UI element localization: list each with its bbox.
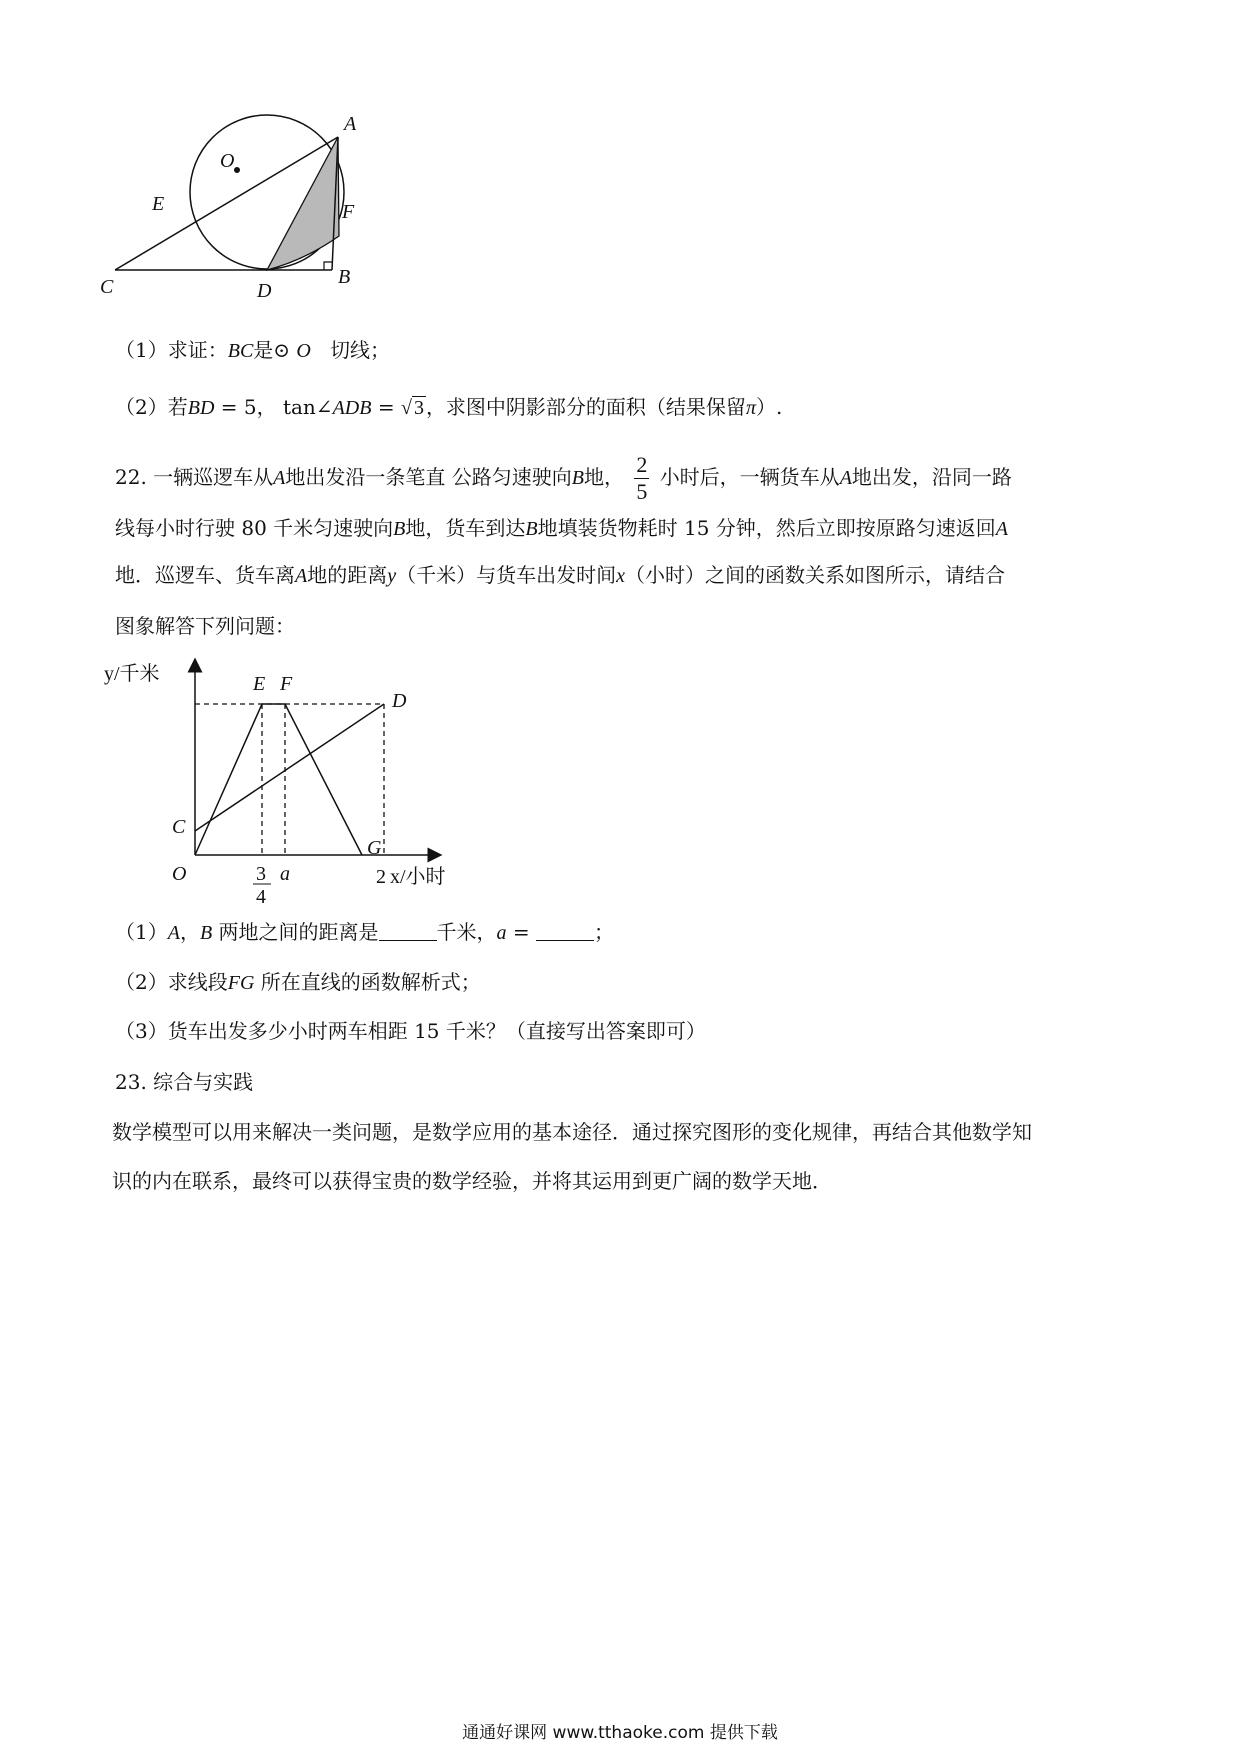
page-footer: 通通好课网 www.tthaoke.com 提供下载	[462, 1723, 778, 1743]
q21-circle-figure	[100, 100, 380, 310]
q23-para2: 识的内在联系，最终可以获得宝贵的数学经验，并将其运用到更广阔的数学天地．	[112, 1169, 832, 1193]
label-e-point: E	[253, 673, 266, 695]
blank-distance[interactable]	[379, 920, 437, 941]
q22-part3: （3）货车出发多少小时两车相距 15 千米？（直接写出答案即可）	[115, 1019, 706, 1043]
label-o: O	[220, 150, 235, 172]
tick-a: a	[280, 863, 290, 885]
label-f-point: F	[280, 673, 293, 695]
blank-a-value[interactable]	[536, 920, 594, 941]
label-c-point: C	[172, 816, 186, 838]
tick-three-quarters-num: 3	[256, 863, 266, 885]
label-e: E	[152, 193, 165, 215]
fraction-2-5: $\frac{2}{5}$	[636, 452, 648, 504]
q23-title: 23. 综合与实践	[115, 1070, 254, 1094]
label-c: C	[100, 276, 114, 298]
label-a: A	[344, 113, 357, 135]
patrol-path	[195, 704, 384, 831]
tick-2: 2	[376, 866, 386, 888]
shaded-region	[267, 137, 339, 270]
right-angle-mark	[324, 262, 332, 270]
label-g-point: G	[367, 837, 382, 859]
q22-part2: （2）求线段FG 所在直线的函数解析式；	[115, 970, 481, 994]
label-d: D	[257, 280, 272, 302]
label-d-point: D	[392, 690, 407, 712]
q22-line2: 线每小时行驶 80 千米匀速驶向B地，货车到达B地填装货物耗时 15 分钟，然后立即按原路匀速返回A	[115, 516, 1008, 540]
q21-part2: （2）若BD = 5， tan∠ADB = √ 3 ，求图中阴影部分的面积（结果保留π）.	[115, 395, 783, 419]
center-dot	[234, 167, 240, 173]
q21-part1: （1）求证：BC是⊙ O 切线；	[115, 338, 390, 362]
q22-line1: 22. 一辆巡逻车从A地出发沿一条笔直 公路匀速驶向B地， $\frac{2}{5}$ 小时后，一辆货车从A地出发，沿同一路	[115, 452, 1012, 504]
q22-line4: 图象解答下列问题：	[115, 614, 295, 638]
x-axis-label: x/小时	[390, 866, 446, 888]
label-origin: O	[172, 863, 187, 885]
tick-three-quarters-den: 4	[256, 886, 266, 908]
label-f: F	[342, 201, 355, 223]
truck-path	[195, 704, 362, 855]
y-axis-label: y/千米	[104, 663, 160, 685]
q22-line3: 地．巡逻车、货车离A地的距离y（千米）与货车出发时间x（小时）之间的函数关系如图所示，请结合	[115, 563, 1005, 587]
q23-para1: 数学模型可以用来解决一类问题，是数学应用的基本途径．通过探究图形的变化规律，再结合其他数学知	[112, 1120, 1032, 1144]
q22-part1: （1）A，B 两地之间的距离是 千米，a = ；	[115, 920, 615, 944]
q22-function-graph	[104, 655, 450, 908]
label-b: B	[338, 266, 351, 288]
